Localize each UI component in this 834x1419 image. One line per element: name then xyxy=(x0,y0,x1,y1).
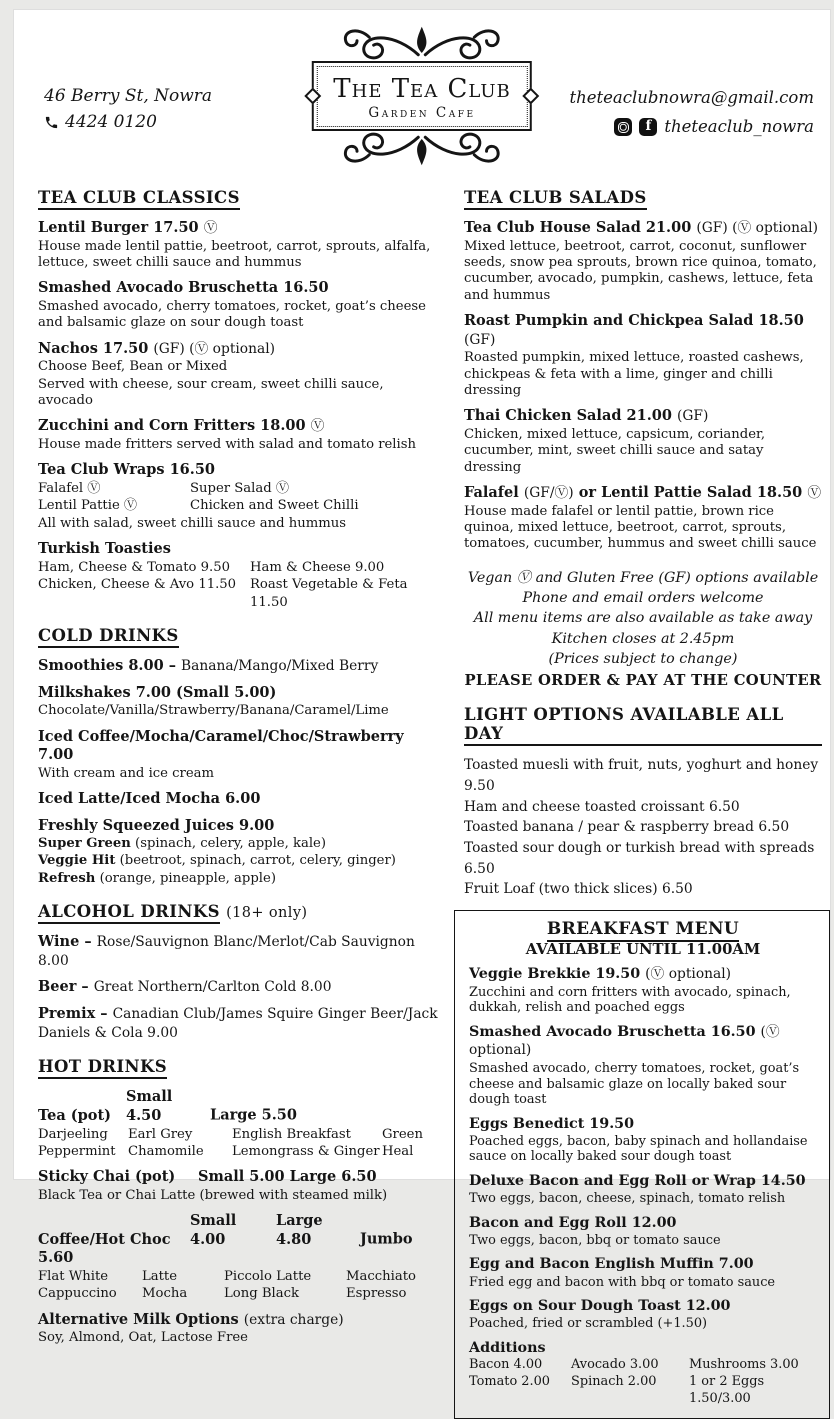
logo-subtitle: Garden Cafe xyxy=(368,104,476,121)
instagram-icon xyxy=(614,118,632,136)
section-alcohol-drinks xyxy=(38,902,438,1042)
phone-row xyxy=(44,110,212,136)
light-option: Toasted muesli with fruit, nuts, yoghurt and honey 9.50 xyxy=(464,757,819,795)
header xyxy=(14,10,830,186)
logo-title: The Tea Club xyxy=(333,73,511,104)
contact-left xyxy=(44,84,212,135)
order-counter-notice: PLEASE ORDER & PAY AT THE COUNTER xyxy=(464,672,822,690)
section-classics xyxy=(38,188,438,611)
note-line: (Prices subject to change) xyxy=(548,651,738,668)
menu-item: Smashed Avocado Bruschetta 16.50 (Ⓥ optional) Smashed avocado, cherry tomatoes, rocket, goat’s cheese and balsamic glaze on locally baked sour dough toast xyxy=(469,1023,800,1108)
menu-item: Egg and Bacon English Muffin 7.00 Fried egg and bacon with bbq or tomato sauce xyxy=(469,1256,776,1290)
menu-item: Premix – Canadian Club/James Squire Ginger Beer/Jack Daniels & Cola 9.00 xyxy=(38,1005,438,1041)
social-handle: theteaclub_nowra xyxy=(664,116,814,136)
light-option: Toasted sour dough or turkish bread with spreads 6.50 xyxy=(464,840,815,877)
menu-item-toasties: Turkish Toasties Ham, Cheese & Tomato 9.50 Ham & Cheese 9.00 Chicken, Cheese & Avo 11.50 Roast Vegetable & Feta 11.50 xyxy=(38,540,438,611)
menu-item: Smashed Avocado Bruschetta 16.50 Smashed avocado, cherry tomatoes, rocket, goat’s cheese and balsamic glaze on sour dough toast xyxy=(38,279,426,331)
flourish-ornament-bottom xyxy=(334,132,510,174)
email-text: theteaclubnowra@gmail.com xyxy=(569,88,814,107)
menu-item: Thai Chicken Salad 21.00 (GF) Chicken, mixed lettuce, capsicum, coriander, cucumber, mint, sweet chilli sauce and satay dressing xyxy=(464,407,766,475)
section-hot-drinks xyxy=(38,1057,438,1346)
phone-text: 4424 0120 xyxy=(65,111,157,132)
left-column xyxy=(38,188,438,1355)
note-line: Vegan Ⓥ and Gluten Free (GF) options available xyxy=(467,569,819,586)
phone-icon xyxy=(44,115,59,130)
breakfast-title: BREAKFAST MENU xyxy=(469,919,817,939)
social-row xyxy=(569,115,814,140)
address-text: 46 Berry St, Nowra xyxy=(44,86,213,106)
menu-item: Wine – Rose/Sauvignon Blanc/Merlot/Cab Sauvignon 8.00 xyxy=(38,933,415,969)
coffee-grid: Flat White Latte Piccolo Latte Macchiato Cappuccino Mocha Long Black Espresso xyxy=(38,1268,416,1302)
section-title: TEA CLUB SALADS xyxy=(464,188,822,210)
wraps-grid: Falafel Ⓥ Super Salad Ⓥ Lentil Pattie Ⓥ Chicken and Sweet Chilli xyxy=(38,480,359,514)
menu-item: Zucchini and Corn Fritters 18.00 Ⓥ House made fritters served with salad and tomato relish xyxy=(38,417,417,453)
notes-block xyxy=(464,568,822,691)
logo-frame xyxy=(312,61,532,131)
additions-grid: Bacon 4.00 Avocado 3.00 Mushrooms 3.00 Tomato 2.00 Spinach 2.00 1 or 2 Eggs 1.50/3.00 xyxy=(469,1357,799,1406)
menu-item-coffee: Coffee/Hot ChocSmall 4.00Large 4.80 Jumbo 5.60 Flat White Latte Piccolo Latte Macchiato Cappuccino Mocha Long Black Espresso xyxy=(38,1212,438,1302)
menu-item: Beer – Great Northern/Carlton Cold 8.00 xyxy=(38,978,332,996)
section-title: HOT DRINKS xyxy=(38,1057,438,1079)
facebook-icon: f xyxy=(639,118,657,136)
note-line: Phone and email orders welcome xyxy=(522,590,764,607)
breakfast-menu-box xyxy=(454,910,830,1418)
menu-item: Iced Latte/Iced Mocha 6.00 xyxy=(38,789,261,807)
menu-item-tea: Tea (pot)Small 4.50 Large 5.50 Darjeeling Earl Grey English Breakfast Green Peppermint Chamomile Lemongrass & Ginger Heal xyxy=(38,1088,438,1160)
section-cold-drinks xyxy=(38,626,438,887)
menu-item: Bacon and Egg Roll 12.00 Two eggs, bacon, bbq or tomato sauce xyxy=(469,1214,721,1248)
menu-item: Nachos 17.50 (GF) (Ⓥ optional) Choose Beef, Bean or Mixed Served with cheese, sour cream, sweet chilli sauce, avocado xyxy=(38,339,384,409)
menu-item: Lentil Burger 17.50 Ⓥ House made lentil pattie, beetroot, carrot, sprouts, alfalfa, lettuce, sweet chilli sauce and hummus xyxy=(38,219,431,271)
tea-grid: Darjeeling Earl Grey English Breakfast Green Peppermint Chamomile Lemongrass & Ginger Heal xyxy=(38,1126,423,1159)
note-line: All menu items are also available as take away xyxy=(473,610,813,627)
flourish-ornament-top xyxy=(334,18,510,60)
right-column xyxy=(464,188,822,1419)
menu-page xyxy=(14,10,830,1406)
light-option: Fruit Loaf (two thick slices) 6.50 xyxy=(464,881,693,898)
menu-item: Smoothies 8.00 – Banana/Mango/Mixed Berry xyxy=(38,656,379,674)
contact-right xyxy=(569,86,814,140)
menu-item: Iced Coffee/Mocha/Caramel/Choc/Strawberry 7.00 With cream and ice cream xyxy=(38,727,404,781)
menu-item-additions: Additions Bacon 4.00 Avocado 3.00 Mushrooms 3.00 Tomato 2.00 Spinach 2.00 1 or 2 Eggs 1.50/3.00 xyxy=(469,1339,817,1408)
menu-item: Tea Club House Salad 21.00 (GF) (Ⓥ optional) Mixed lettuce, beetroot, carrot, coconut, sunflower seeds, snow pea sprouts, brown rice quinoa, tomato, cucumber, avocado, pumpkin, cashews, lettuce, feta and hummus xyxy=(464,219,818,303)
breakfast-subtitle: AVAILABLE UNTIL 11.00AM xyxy=(525,941,761,959)
menu-item: Roast Pumpkin and Chickpea Salad 18.50 (GF) Roasted pumpkin, mixed lettuce, roasted cashews, chickpeas & feta with a lime, ginger and chilli dressing xyxy=(464,312,804,399)
menu-item-milk-options: Alternative Milk Options (extra charge) Soy, Almond, Oat, Lactose Free xyxy=(38,1310,344,1346)
section-title: TEA CLUB CLASSICS xyxy=(38,188,438,210)
menu-item: Veggie Brekkie 19.50 (Ⓥ optional) Zucchini and corn fritters with avocado, spinach, dukkah, relish and poached eggs xyxy=(469,966,791,1016)
menu-item-wraps: Tea Club Wraps 16.50 Falafel Ⓥ Super Salad Ⓥ Lentil Pattie Ⓥ Chicken and Sweet Chilli All with salad, sweet chilli sauce and hummus xyxy=(38,461,438,532)
light-option: Ham and cheese toasted croissant 6.50 xyxy=(464,798,740,815)
logo xyxy=(312,18,532,174)
menu-item-falafel-salad: Falafel (GF/Ⓥ) or Lentil Pattie Salad 18.50 Ⓥ House made falafel or lentil pattie, brown rice quinoa, mixed lettuce, beetroot, carrot, sprouts, tomatoes, cucumber, hummus and sweet chilli sauce xyxy=(464,484,822,552)
section-title: ALCOHOL DRINKS (18+ only) xyxy=(38,902,438,924)
menu-item-juices: Freshly Squeezed Juices 9.00 Super Green (spinach, celery, apple, kale) Veggie Hit (beetroot, spinach, carrot, celery, ginger) Refresh (orange, pineapple, apple) xyxy=(38,816,396,886)
section-light-options xyxy=(464,705,822,900)
section-salads xyxy=(464,188,822,553)
menu-item: Eggs on Sour Dough Toast 12.00 Poached, fried or scrambled (+1.50) xyxy=(469,1298,731,1332)
light-option: Toasted banana / pear & raspberry bread 6.50 xyxy=(464,819,790,836)
section-title: LIGHT OPTIONS AVAILABLE ALL DAY xyxy=(464,705,822,746)
section-title: COLD DRINKS xyxy=(38,626,438,648)
menu-item: Milkshakes 7.00 (Small 5.00) Chocolate/Vanilla/Strawberry/Banana/Caramel/Lime xyxy=(38,683,389,719)
menu-item: Deluxe Bacon and Egg Roll or Wrap 14.50 Two eggs, bacon, cheese, spinach, tomato relish xyxy=(469,1172,806,1207)
menu-item-chai: Sticky Chai (pot) Small 5.00 Large 6.50 Black Tea or Chai Latte (brewed with steamed milk) xyxy=(38,1168,388,1203)
menu-item: Eggs Benedict 19.50 Poached eggs, bacon, baby spinach and hollandaise sauce on locally baked sour dough toast xyxy=(469,1115,808,1165)
note-line: Kitchen closes at 2.45pm xyxy=(551,630,735,647)
toasties-grid: Ham, Cheese & Tomato 9.50 Ham & Cheese 9.00 Chicken, Cheese & Avo 11.50 Roast Vegetable & Feta 11.50 xyxy=(38,559,408,610)
